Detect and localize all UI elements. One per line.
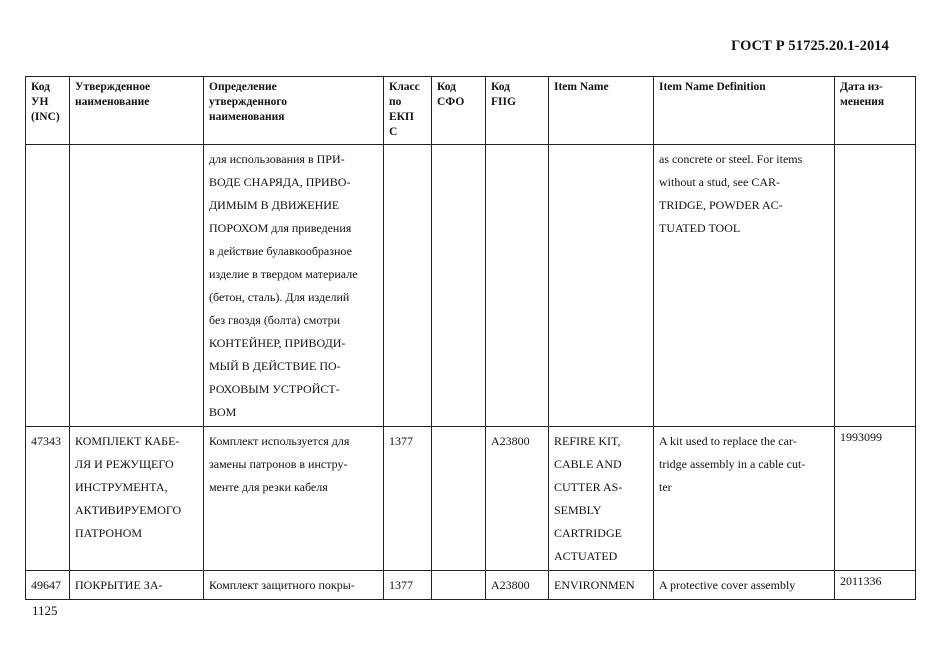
cell-line: для использования в ПРИ- <box>209 152 345 166</box>
header-item-name-definition <box>654 77 835 145</box>
cell-approved-name <box>70 427 204 571</box>
cell-fiig-code <box>486 571 549 600</box>
cell-line: ПАТРОНОМ <box>75 526 143 540</box>
header-sfo-code <box>432 77 486 145</box>
cell-line: (INC) <box>31 111 60 123</box>
cell-sfo-code <box>432 571 486 600</box>
header-change-date <box>835 77 916 145</box>
cell-item-name-definition <box>654 145 835 427</box>
cell-fiig-code <box>486 427 549 571</box>
cell-line: утвержденного <box>209 96 288 108</box>
header-fiig-code <box>486 77 549 145</box>
cell-line: CUTTER AS- <box>554 480 623 494</box>
cell-line: в действие булавкообразное <box>209 244 352 258</box>
cell-line: A protective cover assembly <box>659 578 796 592</box>
page-number: 1125 <box>32 603 58 618</box>
table-row <box>26 571 916 600</box>
cell-line: ter <box>659 480 672 494</box>
table-header-row <box>26 77 916 145</box>
cell-line: Дата из- <box>840 81 883 93</box>
cell-line: 2011336 <box>840 574 882 588</box>
cell-line: замены патронов в инстру- <box>209 457 348 471</box>
cell-sfo-code <box>432 145 486 427</box>
cell-line: без гвоздя (болта) смотри <box>209 313 341 327</box>
cell-inc <box>26 145 70 427</box>
cell-line: tridge assembly in a cable cut- <box>659 457 806 471</box>
cell-line: ЕКП <box>389 111 414 123</box>
cell-line: С <box>389 126 398 138</box>
cell-line: наименования <box>209 111 285 123</box>
cell-line: РОХОВЫМ УСТРОЙСТ- <box>209 382 340 396</box>
cell-line: A kit used to replace the car- <box>659 434 797 448</box>
cell-line: (бетон, сталь). Для изделий <box>209 290 350 304</box>
cell-line: ИНСТРУМЕНТА, <box>75 480 168 494</box>
table-row <box>26 427 916 571</box>
cell-change-date <box>835 427 916 571</box>
cell-line: 1993099 <box>840 430 882 444</box>
cell-line: Определение <box>209 81 277 93</box>
cell-line: Код <box>31 81 51 93</box>
cell-line: ВОМ <box>209 405 237 419</box>
cell-item-name <box>549 427 654 571</box>
cell-approved-name <box>70 571 204 600</box>
cell-line: КОМПЛЕКТ КАБЕ- <box>75 434 180 448</box>
cell-line: CARTRIDGE <box>554 526 622 540</box>
cell-definition-ru <box>204 427 384 571</box>
cell-line: ENVIRONMEN <box>554 578 635 592</box>
cell-line: КОНТЕЙНЕР, ПРИВОДИ- <box>209 336 346 350</box>
cell-line: FIIG <box>491 96 516 108</box>
cell-line: A23800 <box>491 578 530 592</box>
cell-ekps-class <box>384 145 432 427</box>
cell-line: 47343 <box>31 434 61 448</box>
cell-line: менте для резки кабеля <box>209 480 328 494</box>
cell-line: as concrete or steel. For items <box>659 152 803 166</box>
cell-line: Комплект используется для <box>209 434 350 448</box>
cell-line: ACTUATED <box>554 549 618 563</box>
cell-line: ДИМЫМ В ДВИЖЕНИЕ <box>209 198 340 212</box>
cell-line: Утвержденное <box>75 81 151 93</box>
cell-line: наименование <box>75 96 150 108</box>
cell-line: REFIRE KIT, <box>554 434 621 448</box>
cell-item-name-definition <box>654 427 835 571</box>
cell-line: TUATED TOOL <box>659 221 741 235</box>
cell-item-name <box>549 571 654 600</box>
cell-line: 1377 <box>389 434 413 448</box>
cell-definition-ru <box>204 571 384 600</box>
cell-line: CABLE AND <box>554 457 622 471</box>
header-inc <box>26 77 70 145</box>
cell-line: A23800 <box>491 434 530 448</box>
cell-inc <box>26 571 70 600</box>
cell-line: по <box>389 96 402 108</box>
cell-inc <box>26 427 70 571</box>
cell-line: ПОКРЫТИЕ ЗА- <box>75 578 163 592</box>
cell-line: TRIDGE, POWDER AC- <box>659 198 783 212</box>
cell-line: SEMBLY <box>554 503 602 517</box>
cell-change-date <box>835 145 916 427</box>
cell-line: Комплект защитного покры- <box>209 578 355 592</box>
nomenclature-table <box>25 76 916 600</box>
cell-line: Item Name Definition <box>659 81 766 93</box>
cell-line: менения <box>840 96 885 108</box>
cell-line: 1377 <box>389 578 413 592</box>
cell-line: ЛЯ И РЕЖУЩЕГО <box>75 457 174 471</box>
cell-line: АКТИВИРУЕМОГО <box>75 503 182 517</box>
cell-line: СФО <box>437 96 465 108</box>
cell-line: Item Name <box>554 81 609 93</box>
header-approved-name <box>70 77 204 145</box>
cell-line: ПОРОХОМ для приведения <box>209 221 352 235</box>
cell-line: УН <box>31 96 49 108</box>
document-standard-code: ГОСТ Р 51725.20.1-2014 <box>731 38 889 54</box>
cell-approved-name <box>70 145 204 427</box>
header-item-name <box>549 77 654 145</box>
cell-ekps-class <box>384 427 432 571</box>
cell-change-date <box>835 571 916 600</box>
cell-line: without a stud, see CAR- <box>659 175 780 189</box>
cell-line: Код <box>437 81 457 93</box>
cell-sfo-code <box>432 427 486 571</box>
cell-line: Код <box>491 81 511 93</box>
header-ekps-class <box>384 77 432 145</box>
cell-item-name-definition <box>654 571 835 600</box>
header-approved-name-definition <box>204 77 384 145</box>
cell-fiig-code <box>486 145 549 427</box>
cell-line: изделие в твердом материале <box>209 267 358 281</box>
cell-ekps-class <box>384 571 432 600</box>
table-row <box>26 145 916 427</box>
cell-line: Класс <box>389 81 420 93</box>
cell-line: МЫЙ В ДЕЙСТВИЕ ПО- <box>209 359 341 373</box>
cell-line: ВОДЕ СНАРЯДА, ПРИВО- <box>209 175 351 189</box>
cell-line: 49647 <box>31 578 61 592</box>
cell-item-name <box>549 145 654 427</box>
cell-definition-ru <box>204 145 384 427</box>
